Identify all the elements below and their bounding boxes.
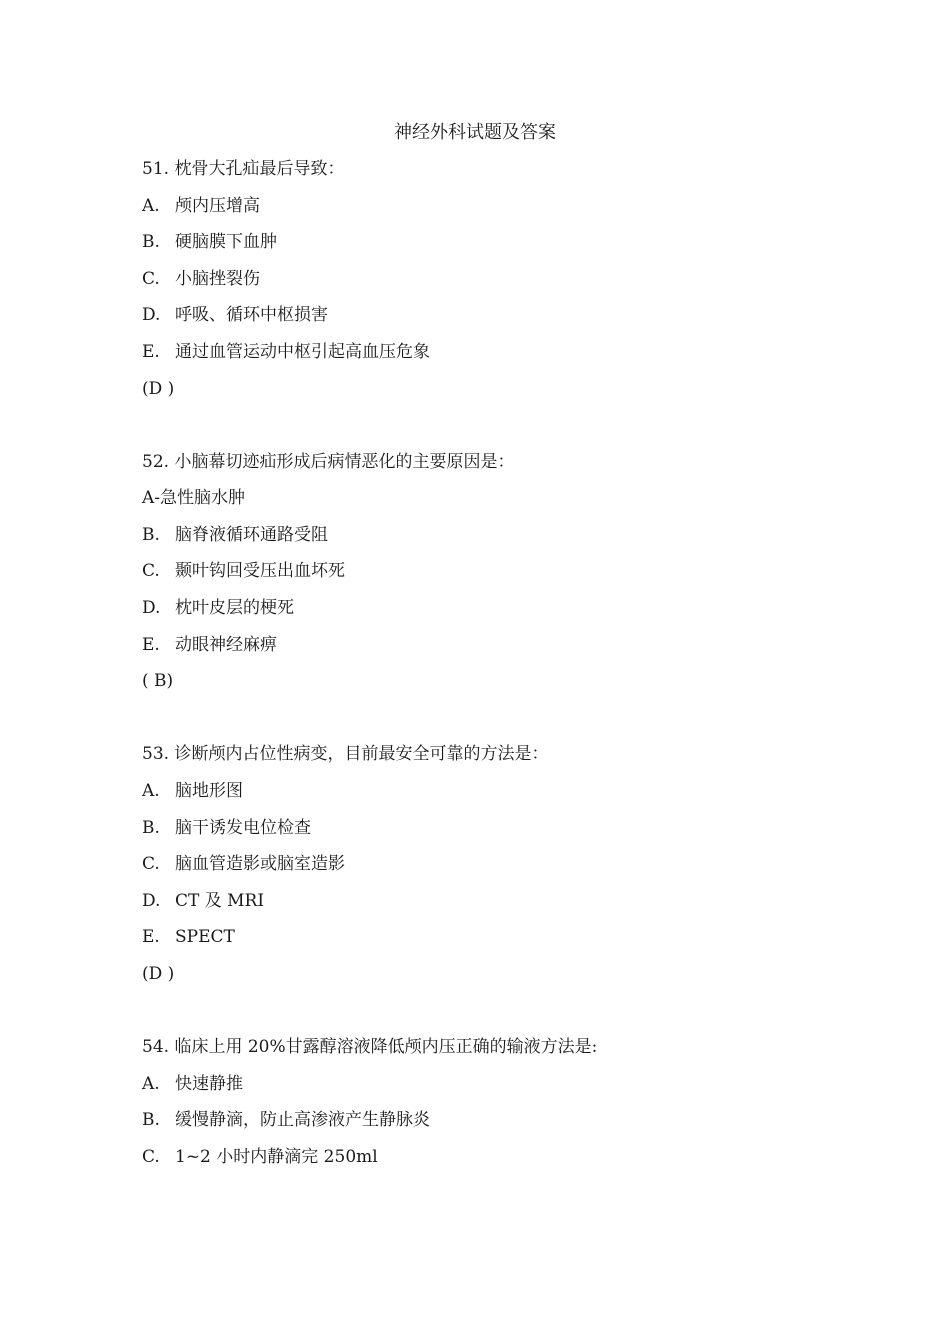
question-stem: 53. 诊断颅内占位性病变，目前最安全可靠的方法是： [142, 744, 549, 765]
question-stem: 52. 小脑幕切迹疝形成后病情恶化的主要原因是： [142, 451, 515, 472]
option-key: D. [142, 305, 161, 326]
question-stem: 54. 临床上用 20%甘露醇溶液降低颅内压正确的输液方法是: [142, 1036, 598, 1057]
option-item [142, 889, 842, 926]
option-key: E. [142, 634, 160, 655]
option-text: 颅内压增高 [175, 195, 260, 216]
option-text: 小脑挫裂伤 [175, 268, 260, 289]
option-item [142, 340, 842, 377]
question-list [142, 157, 842, 1181]
option-item [142, 1072, 842, 1109]
option-key: A. [142, 195, 160, 216]
option-key: A. [142, 780, 160, 801]
option-text: SPECT [175, 927, 235, 948]
option-text: 脑脊液循环通路受阻 [175, 524, 328, 545]
option-text: CT 及 MRI [175, 890, 265, 911]
option-item [142, 194, 842, 231]
option-item [142, 523, 842, 560]
option-text: 缓慢静滴，防止高渗液产生静脉炎 [175, 1110, 430, 1131]
option-text: 呼吸、循环中枢损害 [175, 305, 328, 326]
option-item [142, 925, 842, 962]
option-item [142, 1108, 842, 1145]
question-answer: ( B) [142, 671, 174, 692]
option-list [142, 1072, 842, 1182]
option-text: A-急性脑水肿 [142, 488, 246, 509]
document-title: 神经外科试题及答案 [394, 122, 556, 143]
option-text: 动眼神经麻痹 [175, 634, 277, 655]
option-text: 脑地形图 [175, 780, 243, 801]
option-item [142, 559, 842, 596]
option-item [142, 303, 842, 340]
option-list [142, 779, 842, 962]
option-text: 脑血管造影或脑室造影 [175, 854, 345, 875]
option-key: B. [142, 232, 160, 253]
option-item [142, 230, 842, 267]
option-item [142, 596, 842, 633]
option-key: C. [142, 561, 160, 582]
option-key: D. [142, 598, 161, 619]
option-list [142, 194, 842, 377]
option-item [142, 486, 842, 523]
option-key: D. [142, 890, 161, 911]
option-text: 枕叶皮层的梗死 [175, 598, 294, 619]
option-item [142, 1145, 842, 1182]
option-key: B. [142, 524, 160, 545]
option-text: 快速静推 [175, 1073, 243, 1094]
question-answer: (D ) [142, 963, 175, 984]
option-list [142, 486, 842, 669]
option-text: 硬脑膜下血肿 [175, 232, 277, 253]
question-block [142, 157, 842, 413]
option-key: A. [142, 1073, 160, 1094]
option-text: 颞叶钩回受压出血坏死 [175, 561, 345, 582]
question-answer: (D ) [142, 378, 175, 399]
option-key: B. [142, 817, 160, 838]
option-key: C. [142, 1146, 160, 1167]
option-text: 通过血管运动中枢引起高血压危象 [175, 341, 430, 362]
option-key: B. [142, 1110, 160, 1131]
option-item [142, 816, 842, 853]
option-item [142, 779, 842, 816]
option-key: C. [142, 854, 160, 875]
option-key: E. [142, 927, 160, 948]
question-block [142, 1035, 842, 1181]
option-item [142, 267, 842, 304]
option-key: E. [142, 341, 160, 362]
option-item [142, 633, 842, 670]
option-text: 1~2 小时内静滴完 250ml [175, 1146, 378, 1167]
option-text: 脑干诱发电位检查 [175, 817, 311, 838]
option-key: C. [142, 268, 160, 289]
option-item [142, 852, 842, 889]
question-block [142, 742, 842, 998]
question-stem: 51. 枕骨大孔疝最后导致： [142, 159, 345, 179]
question-block [142, 450, 842, 706]
